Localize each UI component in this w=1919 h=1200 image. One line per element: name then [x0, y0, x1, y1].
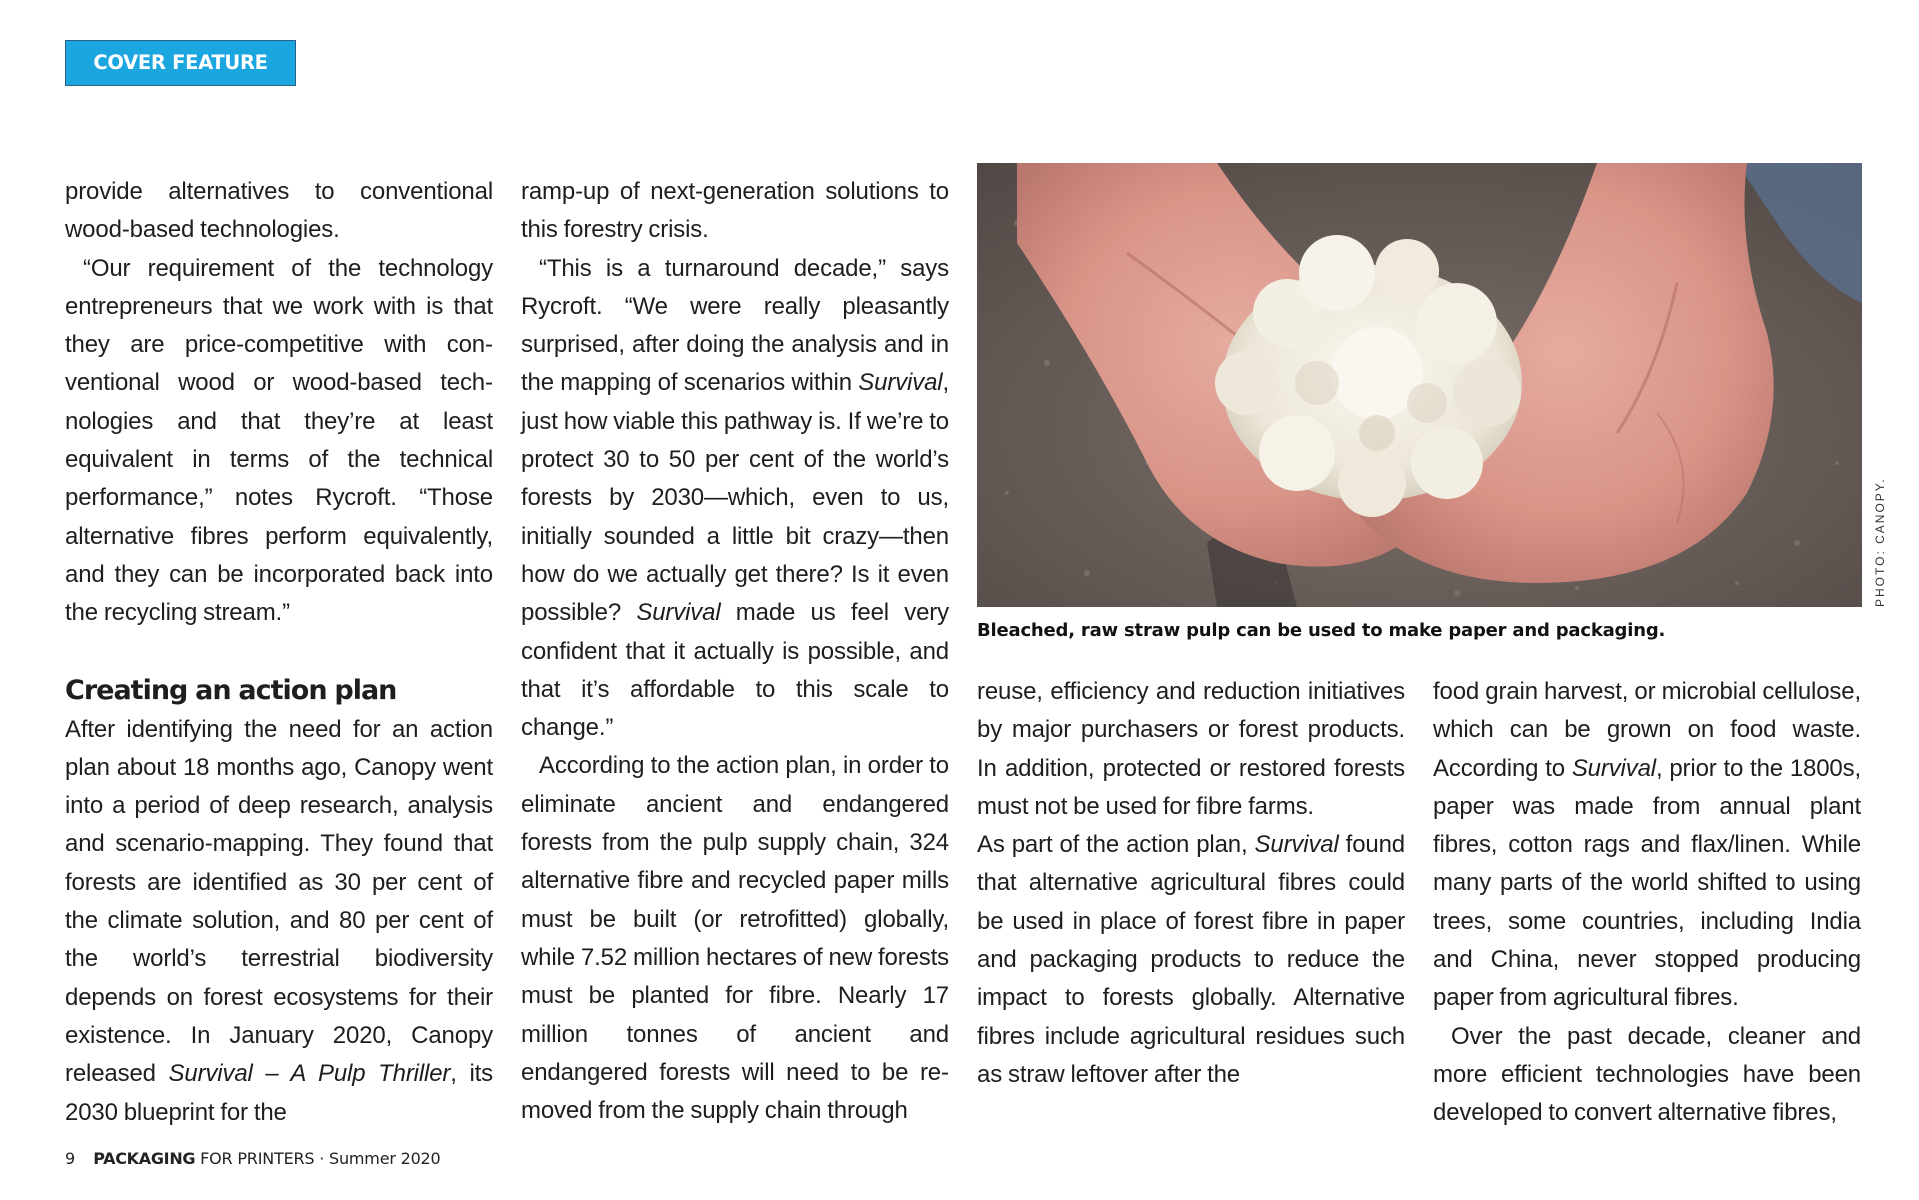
col4-p1-text-a: food grain harvest, or microbial cellulose, which can be grown on food waste. According to: [1433, 678, 1861, 782]
hands-holding-pulp-image: [977, 163, 1862, 607]
section-tag: COVER FEATURE: [65, 40, 296, 86]
col1-paragraph-2: “Our requirement of the technology entrepreneurs that we work with is that they are price-competitive with conventional wood or wood-based technologies and that they’re at least equivalent in terms of the technical performance,” notes Rycroft. “Those alternative fibres perform equivalently, and they can be incorporated back into the recycling stream.”: [65, 254, 493, 627]
article-column-2: [521, 173, 949, 1130]
photo-credit: PHOTO: CANOPY.: [1873, 477, 1887, 607]
col3-p2-italic: Survival: [1254, 831, 1339, 859]
col1-paragraph-1: provide alternatives to conventional wood-based technologies.: [65, 178, 493, 244]
col4-p1-italic: Survival: [1571, 754, 1656, 782]
col4-paragraph-2: Over the past decade, cleaner and more efficient technologies have been developed to convert alternative fibres,: [1433, 1022, 1861, 1127]
magazine-name-bold: PACKAGING: [93, 1149, 196, 1168]
page-footer: [65, 1149, 441, 1168]
col2-p2-text-b: , just how viable this pathway is. If we’re to protect 30 to 50 per cent of the world’s forests by 2030—which, even to us, initially sounded a little bit crazy—then how do we actually get there? Is it even possible?: [521, 369, 949, 627]
col1-p3-text-a: After identifying the need for an action plan about 18 months ago, Canopy went into a period of deep research, analysis and scenario-mapping. They found that forests are identified as 30 per cent of the climate solution, and 80 per cent of the world’s terrestrial biodiversity depends on forest ecosystems for their existence. In January 2020, Canopy released: [65, 715, 493, 1088]
col1-paragraph-3: [65, 711, 493, 1132]
col1-p3-text-b: , its 2030 blueprint for the: [65, 1060, 493, 1126]
col2-p2-italic-1: Survival: [858, 369, 943, 397]
page-number: 9: [65, 1149, 76, 1168]
col2-paragraph-3: According to the action plan, in order to eliminate ancient and endangered forests from the pulp supply chain, 324 alternative fibre and recycled paper mills must be built (or retrofitted) globally, while 7.52 million hectares of new forests must be planted for fibre. Nearly 17 million tonnes of ancient and endangered forests will need to be removed from the supply chain through: [521, 752, 949, 1125]
article-column-1: [65, 173, 493, 1132]
col3-paragraph-2: [977, 826, 1405, 1094]
col2-paragraph-1: ramp-up of next-generation solutions to this forestry crisis.: [521, 178, 949, 244]
col1-p3-italic-title: Survival – A Pulp Thriller: [168, 1060, 451, 1088]
col3-p2-text-a: As part of the action plan,: [977, 831, 1255, 859]
straw-pulp-photo: [977, 163, 1862, 607]
col4-paragraph-1: [1433, 673, 1861, 1018]
article-column-3: [977, 673, 1405, 1094]
col2-p2-text-c: made us feel very confident that it actually is possible, and that it’s affordable to this scale to change.”: [521, 599, 949, 742]
magazine-issue: FOR PRINTERS · Summer 2020: [195, 1149, 441, 1168]
col3-paragraph-1: reuse, efficiency and reduction initiatives by major purchasers or forest products. In addition, protected or restored forests must not be used for fibre farms.: [977, 678, 1405, 820]
col4-p1-text-b: , prior to the 1800s, paper was made from annual plant fibres, cotton rags and flax/linen. While many parts of the world shifted to using trees, some countries, including India and China, never stopped producing paper from agricultural fibres.: [1433, 754, 1861, 1012]
col2-paragraph-2: [521, 250, 949, 748]
section-heading: Creating an action plan: [65, 674, 397, 706]
col2-p2-italic-2: Survival: [636, 599, 721, 627]
photo-caption: Bleached, raw straw pulp can be used to make paper and packaging.: [977, 620, 1666, 641]
col2-p2-text-a: “This is a turnaround decade,” says Rycroft. “We were really pleasantly surprised, after doing the analysis and in the mapping of scenarios within: [521, 254, 949, 397]
col3-p2-text-b: found that alternative agricultural fibres could be used in place of forest fibre in paper and packaging products to reduce the impact to forests globally. Alternative fibres include agricultural residues such as straw leftover after the: [977, 831, 1405, 1088]
article-column-4: [1433, 673, 1861, 1133]
